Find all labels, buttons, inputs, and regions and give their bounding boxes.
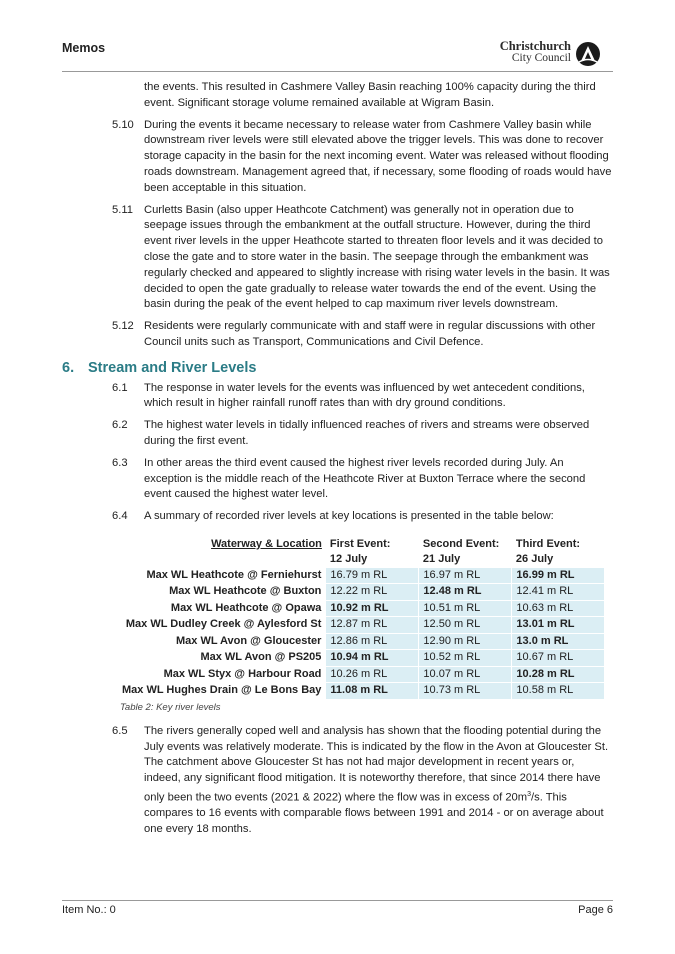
level-cell: 12.41 m RL xyxy=(512,584,605,601)
level-cell: 10.73 m RL xyxy=(419,683,512,700)
level-cell: 10.28 m RL xyxy=(512,666,605,683)
footer-rule xyxy=(62,900,613,901)
paragraph-text: Residents were regularly communicate with and staff were in regular discussions with other Council units such as Transport, Communications and Civil Defence. xyxy=(144,320,596,348)
level-cell: 12.86 m RL xyxy=(326,633,419,650)
paragraph-text: In other areas the third event caused the highest river levels recorded during July. An exception is the middle reach of the Heathcote River at Buxton Terrace where the second event caused the highest water level. xyxy=(144,456,586,501)
section-heading xyxy=(62,361,614,377)
table-header-location: Waterway & Location xyxy=(211,537,322,550)
level-cell: 10.51 m RL xyxy=(419,600,512,617)
paragraph-text: A summary of recorded river levels at key locations is presented in the table below: xyxy=(144,510,554,523)
level-cell: 10.67 m RL xyxy=(512,650,605,667)
paragraph-6-3 xyxy=(62,456,614,503)
paragraph-6-2 xyxy=(62,418,614,450)
paragraph-6-5 xyxy=(62,724,614,838)
level-cell: 10.58 m RL xyxy=(512,683,605,700)
location-cell: Max WL Heathcote @ Ferniehurst xyxy=(146,568,322,581)
paragraph-number: 6.5 xyxy=(112,724,128,737)
paragraph-number: 6.4 xyxy=(112,510,128,523)
location-cell: Max WL Heathcote @ Opawa xyxy=(170,601,322,614)
level-cell: 13.01 m RL xyxy=(512,617,605,634)
level-cell: 11.08 m RL xyxy=(326,683,419,700)
paragraph-text: The rivers generally coped well and analysis has shown that the flooding potential during the July events was relatively moderate. This is indicated by the flow in the Avon at Gloucester St. The catchment above Gloucester St has not had major development in recent years or, indeed, any significant flood mitigation. It is noteworthy therefore, that since 2014 there have only been the two events (2021 & 2022) where the flow was in excess of $20m^3/s$. This compares to 16 events with comparable flows between 1991 and 2014 - or on average about one every 18 months. xyxy=(144,724,609,836)
location-cell: Max WL Styx @ Harbour Road xyxy=(163,667,322,680)
paragraph-number: 5.11 xyxy=(112,203,133,216)
level-cell: 12.50 m RL xyxy=(419,617,512,634)
paragraph-number: 6.2 xyxy=(112,419,128,432)
paragraph-6-1 xyxy=(62,381,614,413)
level-cell: 12.22 m RL xyxy=(326,584,419,601)
paragraph-number: 5.10 xyxy=(112,118,134,131)
paragraph-5-12 xyxy=(62,319,614,351)
paragraph-number: 6.1 xyxy=(112,381,128,394)
table-row xyxy=(118,617,605,634)
paragraph-number: 5.12 xyxy=(112,320,134,333)
table-row xyxy=(118,567,605,584)
level-cell: 10.92 m RL xyxy=(326,600,419,617)
level-cell: 12.90 m RL xyxy=(419,633,512,650)
logo-line-1: Christchurch xyxy=(499,39,571,53)
header-title: Memos xyxy=(62,41,106,55)
table-row xyxy=(118,666,605,683)
level-cell: 16.99 m RL xyxy=(512,567,605,584)
section-number: 6. xyxy=(62,359,75,376)
location-cell: Max WL Avon @ PS205 xyxy=(200,651,322,664)
table-row xyxy=(118,683,605,700)
table-caption: Table 2: Key river levels xyxy=(120,701,221,713)
table-header-first: First Event: 12 July xyxy=(329,537,391,565)
level-cell: 13.0 m RL xyxy=(512,633,605,650)
level-cell: 10.94 m RL xyxy=(326,650,419,667)
memo-body xyxy=(62,80,614,844)
location-cell: Max WL Heathcote @ Buxton xyxy=(169,585,322,598)
level-cell: 10.52 m RL xyxy=(419,650,512,667)
table-row xyxy=(118,633,605,650)
section-title: Stream and River Levels xyxy=(88,359,257,376)
paragraph-number: 6.3 xyxy=(112,456,128,469)
paragraph-text: During the events it became necessary to release water from Cashmere Valley basin while downstream river levels were still elevated above the trigger levels. This was done to recover storage capacity in the basin for the next incoming event. Water was released without flooding roads downstream. Management agreed that, if necessary, some flooding of roads would have been acceptable in this situation. xyxy=(144,118,612,194)
level-cell: 16.79 m RL xyxy=(326,567,419,584)
level-cell: 10.63 m RL xyxy=(512,600,605,617)
location-cell: Max WL Dudley Creek @ Aylesford St xyxy=(125,618,322,631)
table-header-third: Third Event: 26 July xyxy=(515,537,581,565)
header-rule xyxy=(62,71,613,72)
paragraph-5-10 xyxy=(62,118,614,197)
footer-page-number: Page 6 xyxy=(578,904,613,916)
cathedral-emblem-icon xyxy=(575,41,601,67)
river-levels-table xyxy=(118,537,605,700)
level-cell: 16.97 m RL xyxy=(419,567,512,584)
continuation-text: the events. This resulted in Cashmere Valley Basin reaching 100% capacity during the third event. Significant storage volume remained available at Wigram Basin. xyxy=(144,81,596,109)
logo-line-2: City Council xyxy=(511,52,571,64)
paragraph-text: The highest water levels in tidally influenced reaches of rivers and streams were observed during the first event. xyxy=(144,419,590,447)
level-cell: 10.07 m RL xyxy=(419,666,512,683)
location-cell: Max WL Avon @ Gloucester xyxy=(176,634,322,647)
location-cell: Max WL Hughes Drain @ Le Bons Bay xyxy=(122,684,322,697)
paragraph-text: The response in water levels for the events was influenced by wet antecedent conditions, which result in higher rainfall runoff rates than with dry ground conditions. xyxy=(144,381,585,410)
level-cell: 12.87 m RL xyxy=(326,617,419,634)
level-cell: 10.26 m RL xyxy=(326,666,419,683)
paragraph-5-11 xyxy=(62,203,614,314)
table-row xyxy=(118,650,605,667)
paragraph-6-4 xyxy=(62,509,614,525)
council-logo xyxy=(497,40,601,68)
table-row xyxy=(118,600,605,617)
footer-item-number: Item No.: 0 xyxy=(62,904,116,916)
paragraph-text: Curletts Basin (also upper Heathcote Catchment) was generally not in operation due to seepage issues through the embankment at the outfall structure. However, during the third event river levels in the upper Heathcote started to threaten floor levels and it was decided to close the gate and to store water in the basin. The seepage through the embankment was regularly checked and appeared to slightly increase with rising water levels in the basin. It was decided to open the gate gradually to release water towards the end of the event. Using the basin during the peak of the event helped to cap maximum river levels downstream. xyxy=(144,203,610,311)
table-header-second: Second Event: 21 July xyxy=(422,537,500,565)
level-cell: 12.48 m RL xyxy=(419,584,512,601)
table-row xyxy=(118,584,605,601)
